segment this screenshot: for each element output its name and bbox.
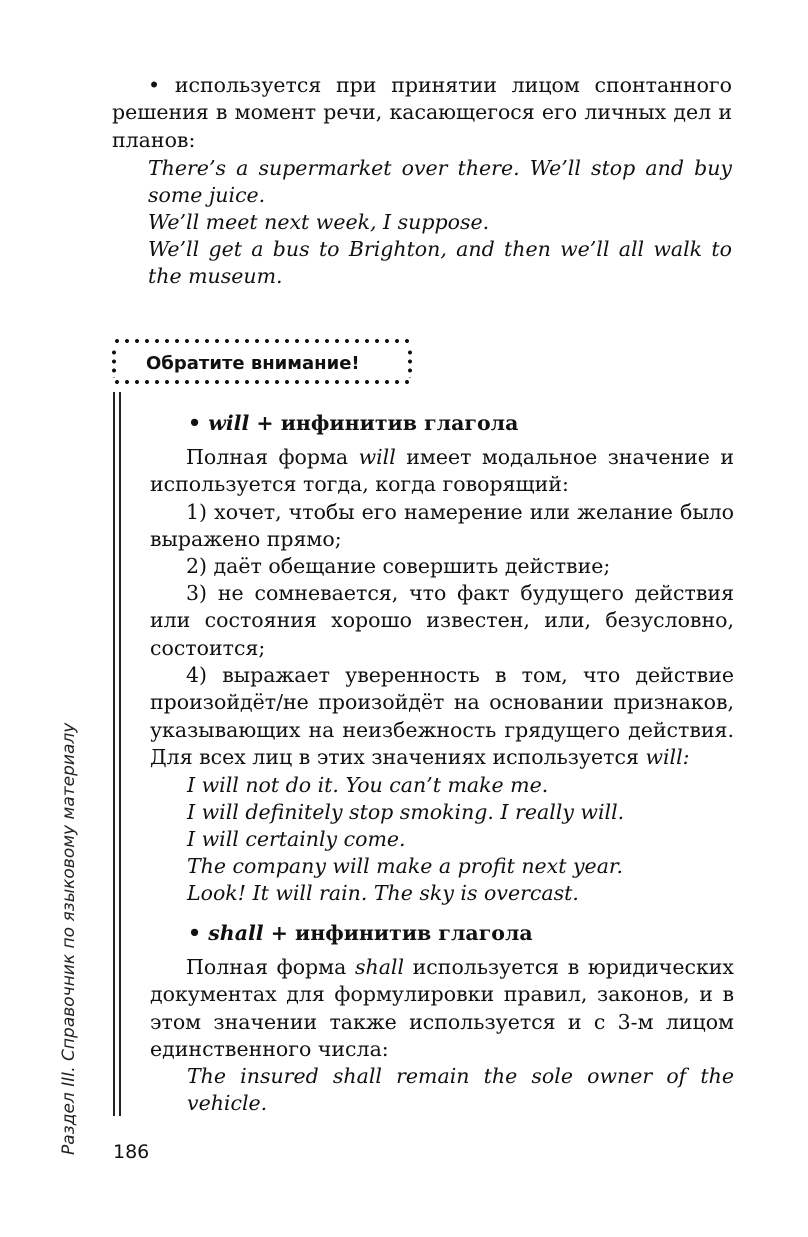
notice-left-rule-2 [119, 392, 121, 1116]
page-number: 186 [113, 1141, 150, 1163]
will-item-3: 3) не сомневается, что факт будущего действия или состояния хорошо известен, или, безусловно, состоится; [150, 581, 734, 660]
will-heading [188, 410, 518, 437]
will-item-4-keyword: will: [645, 744, 690, 769]
will-example-2: I will definitely stop smoking. I really will. [187, 800, 625, 824]
shall-example: The insured shall remain the sole owner of the vehicle. [187, 1064, 734, 1116]
shall-intro-text-rest: используется в юридических документах для формулировки правил, законов, и в этом значении также используется и с 3-м лицом единственного числа: [150, 955, 734, 1061]
will-example-3: I will certainly come. [187, 827, 406, 851]
bullet-mark: • [148, 73, 161, 97]
shall-intro-paragraph [150, 954, 734, 1063]
will-intro-text-rest: имеет модальное значение и используется тогда, когда говорящий: [150, 445, 734, 497]
will-example-1: I will not do it. You can’t make me. [187, 773, 549, 797]
notice-bottom-dotted-border [112, 380, 414, 384]
will-item-4 [150, 662, 734, 771]
shall-heading [188, 920, 533, 947]
bullet-mark: • [188, 411, 202, 435]
will-heading-text: + инфинитив глагола [249, 411, 519, 435]
will-item-2: 2) даёт обещание совершить действие; [186, 554, 611, 578]
shall-intro-text: Полная форма [186, 955, 355, 979]
shall-heading-text: + инфинитив глагола [263, 921, 533, 945]
example-bus-brighton: We’ll get a bus to Brighton, and then we’ll all walk to the museum. [148, 237, 732, 289]
will-intro-paragraph [150, 444, 734, 499]
section-sidebar-label: Раздел III. Справочник по языковому материалу [59, 722, 79, 1155]
bullet-mark: • [188, 921, 202, 945]
shall-heading-keyword: shall [208, 921, 264, 945]
example-meet-next-week: We’ll meet next week, I suppose. [148, 210, 490, 234]
shall-intro-keyword: shall [354, 955, 405, 979]
will-intro-keyword: will [358, 445, 396, 469]
notice-title: Обратите внимание! [146, 353, 360, 374]
top-bullet-text: используется при принятии лицом спонтанного решения в момент речи, касающегося его личных дел и планов: [112, 73, 732, 152]
will-item-4-text: 4) выражает уверенность в том, что действие произойдёт/не произойдёт на основании признаков, указывающих на неизбежность грядущего действия. Для всех лиц в этих значениях используется [150, 663, 734, 769]
notice-right-dotted-border [408, 348, 412, 378]
will-intro-text: Полная форма [186, 445, 359, 469]
will-example-5: Look! It will rain. The sky is overcast. [187, 881, 579, 905]
will-example-4: The company will make a profit next year. [187, 854, 623, 878]
notice-left-dotted-border [112, 348, 116, 378]
example-supermarket: There’s a supermarket over there. We’ll stop and buy some juice. [148, 156, 732, 208]
notice-left-rule-1 [113, 392, 115, 1116]
notice-top-dotted-border [112, 339, 414, 343]
top-bullet-paragraph [112, 72, 732, 154]
will-heading-keyword: will [208, 411, 250, 435]
will-item-1: 1) хочет, чтобы его намерение или желание было выражено прямо; [150, 500, 734, 552]
